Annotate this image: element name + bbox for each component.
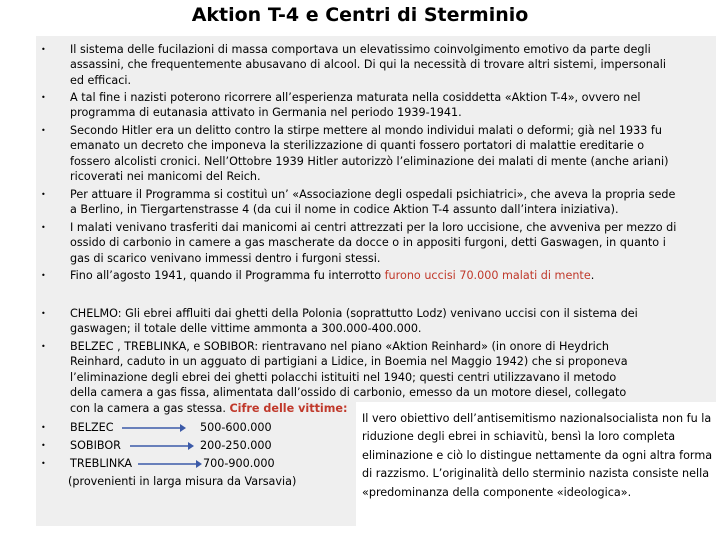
ideology-callout-text: Il vero obiettivo dell’antisemitismo nazionalsocialista non fu la riduzione degli ebrei in schiavitù, bensì la loro completa eliminazione e ciò lo distingue nettamente da ogni altra forma di razzismo. L’originalità dello sterminio nazista consiste nella «predominanza della componente «ideologica».: [362, 412, 713, 499]
paragraph-association: Per attuare il Programma si costituì un’ «Associazione degli ospedali psichiatrici», che aveva la propria sede a Berlino, in Tiergartenstrasse 4 (da cui il nome in codice Aktion T-4 assunto dall’intera iniziativa).: [70, 188, 676, 217]
victim-camp: BELZEC: [70, 421, 114, 434]
bullet: •: [41, 223, 46, 232]
bullet: •: [41, 441, 46, 450]
paragraph-hitler-decree: Secondo Hitler era un delitto contro la stirpe mettere al mondo individui malati o deformi; già nel 1933 fu emanato un decreto che imponeva la sterilizzazione di quanti fossero portatori di malattie ereditarie o fossero alcolisti cronici. Nell’Ottobre 1939 Hitler autorizzò l’eliminazione dei malati di mente (anche ariani) ricoverati nei manicomi del Reich.: [70, 124, 669, 184]
arrow-icon: [136, 456, 204, 472]
paragraph-gaswagen: I malati venivano trasferiti dai manicomi ai centri attrezzati per la loro uccisione, che avveniva per mezzo di ossido di carbonio in camere a gas mascherate da docce o in appositi furgoni, detti Gaswagen, in quanto i gas di scarico venivano immessi dentro i furgoni stessi.: [70, 221, 677, 265]
arrow-icon: [128, 438, 196, 454]
paragraph-alcohol: Il sistema delle fucilazioni di massa comportava un elevatissimo coinvolgimento emotivo da parte degli assassini, che frequentemente abusavano di alcool. Di qui la necessità di trovare altri sistemi, impersonali ed efficaci.: [70, 43, 666, 87]
bullet: •: [41, 126, 46, 135]
bullet: •: [41, 459, 46, 468]
bullet: •: [41, 342, 46, 351]
victim-count: 500-600.000: [200, 421, 272, 434]
bullet: •: [41, 190, 46, 199]
victim-camp: TREBLINKA: [70, 457, 133, 470]
page-title: Aktion T-4 e Centri di Sterminio: [191, 4, 529, 26]
bullet: •: [41, 93, 46, 102]
arrow-icon: [120, 420, 188, 436]
paragraph-chelmo: CHELMO: Gli ebrei affluiti dai ghetti della Polonia (soprattutto Lodz) venivano uccisi con il sistema dei gaswagen; il totale delle vittime ammonta a 300.000-400.000.: [70, 307, 638, 336]
paragraph-aktion-t4: A tal fine i nazisti poterono ricorrere all’esperienza maturata nella cosiddetta «Aktion T-4», ovvero nel programma di eutanasia attivato in Germania nel periodo 1939-1941.: [70, 91, 641, 120]
victim-camp: SOBIBOR: [70, 439, 121, 452]
victim-count: 200-250.000: [200, 439, 272, 452]
bullet: •: [41, 309, 46, 318]
victims-note: (provenienti in larga misura da Varsavia): [68, 475, 297, 488]
interrupted-prefix: Fino all’agosto 1941, quando il Programma fu interrotto: [70, 269, 385, 282]
victims-heading: Cifre delle vittime:: [229, 401, 348, 415]
aktion-reinhard-text: BELZEC , TREBLINKA, e SOBIBOR: rientravano nel piano «Aktion Reinhard» (in onore di Heydrich Reinhard, caduto in un agguato di partigiani a Lidice, in Boemia nel Maggio 1942) che si proponeva l’eliminazione degli ebrei dei ghetti polacchi istituiti nel 1940; questi centri utilizzavano il metodo della camera a gas fissa, alimentata dall’ossido di carbonio, emesso da un motore diesel, collegato con la camera a gas stessa.: [70, 340, 628, 415]
interrupted-highlight: furono uccisi 70.000 malati di mente: [384, 269, 591, 282]
bullet: •: [41, 271, 46, 280]
victim-count: 700-900.000: [203, 457, 275, 470]
interrupted-suffix: .: [590, 269, 595, 282]
bullet: •: [41, 423, 46, 432]
paragraph-interrupted: [70, 268, 682, 283]
bullet: •: [41, 45, 46, 54]
